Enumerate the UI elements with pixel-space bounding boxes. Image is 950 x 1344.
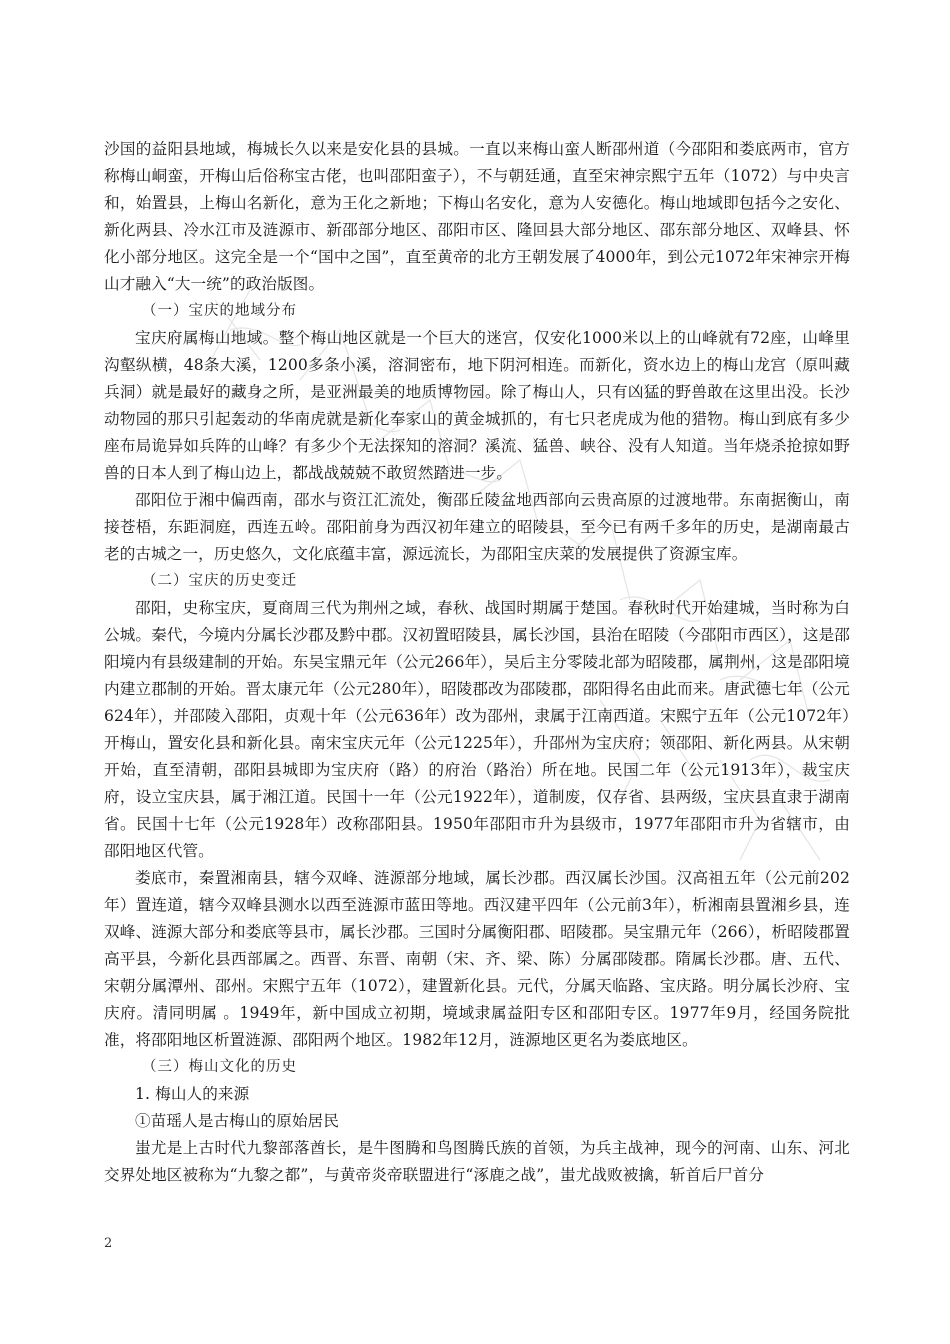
paragraph-intro: 沙国的益阳县地域，梅城长久以来是安化县的县城。一直以来梅山蛮人断邵州道（今邵阳和娄底两市，官方称梅山峒蛮，开梅山后俗称宝古佬，也叫邵阳蛮子），不与朝廷通，直至宋神宗熙宁五年（1072）与中央言和，始置县，上梅山名新化，意为王化之新地；下梅山名安化，意为人安德化。梅山地域即包括今之安化、新化两县、冷水江市及涟源市、新邵部分地区、邵阳市区、隆回县大部分地区、邵东部分地区、双峰县、怀化小部分地区。这完全是一个“国中之国”，直至黄帝的北方王朝发展了4000年，到公元1072年宋神宗开梅山才融入“大一统”的政治版图。	[104, 140, 850, 293]
paragraph-2: 邵阳位于湘中偏西南，邵水与资江汇流处，衡邵丘陵盆地西部向云贵高原的过渡地带。东南据衡山，南接苍梧，东距洞庭，西连五岭。邵阳前身为西汉初年建立的昭陵县，至今已有两千多年的历史，是湖南最古老的古城之一，历史悠久，文化底蕴丰富，源远流长，为邵阳宝庆菜的发展提供了资源宝库。	[104, 491, 850, 563]
paragraph-5: 蚩尤是上古时代九黎部落酋长，是牛图腾和鸟图腾氏族的首领，为兵主战神，现今的河南、山东、河北交界处地区被称为“九黎之都”，与黄帝炎帝联盟进行“涿鹿之战”，蚩尤战败被擒，斩首后尸首分	[104, 1139, 850, 1184]
paragraph-3: 邵阳，史称宝庆，夏商周三代为荆州之域，春秋、战国时期属于楚国。春秋时代开始建城，当时称为白公城。秦代，今境内分属长沙郡及黔中郡。汉初置昭陵县，属长沙国，县治在昭陵（今邵阳市西区），这是邵阳境内有县级建制的开始。东吴宝鼎元年（公元266年），吴后主分零陵北部为昭陵郡，属荆州，这是邵阳境内建立郡制的开始。晋太康元年（公元280年），昭陵郡改为邵陵郡，邵阳得名由此而来。唐武德七年（公元624年），并邵陵入邵阳，贞观十年（公元636年）改为邵州，隶属于江南西道。宋熙宁五年（公元1072年）开梅山，置安化县和新化县。南宋宝庆元年（公元1225年），升邵州为宝庆府；领邵阳、新化两县。从宋朝开始，直至清朝，邵阳县城即为宝庆府（路）的府治（路治）所在地。民国二年（公元1913年），裁宝庆府，设立宝庆县，属于湘江道。民国十一年（公元1922年），道制废，仅存省、县两级，宝庆县直隶于湖南省。民国十七年（公元1928年）改称邵阳县。1950年邵阳市升为县级市，1977年邵阳市升为省辖市，由邵阳地区代管。	[104, 599, 850, 860]
section-heading-2: （二）宝庆的历史变迁	[142, 573, 297, 589]
list-item-1: 1. 梅山人的来源	[135, 1085, 250, 1103]
section-heading-3: （三）梅山文化的历史	[142, 1059, 297, 1075]
body-text	[104, 136, 850, 1189]
section-heading-1: （一）宝庆的地域分布	[142, 303, 297, 319]
paragraph-4: 娄底市，秦置湘南县，辖今双峰、涟源部分地域，属长沙郡。西汉属长沙国。汉高祖五年（公元前202年）置连道，辖今双峰县测水以西至涟源市蓝田等地。西汉建平四年（公元前3年），析湘南县置湘乡县，连双峰、涟源大部分和娄底等县市，属长沙郡。三国时分属衡阳郡、昭陵郡。吴宝鼎元年（266），析昭陵郡置高平县，今新化县西部属之。西晋、东晋、南朝（宋、齐、梁、陈）分属邵陵郡。隋属长沙郡。唐、五代、宋朝分属潭州、邵州。宋熙宁五年（1072），建置新化县。元代，分属天临路、宝庆路。明分属长沙府、宝庆府。清同明属 。1949年，新中国成立初期，境域隶属益阳专区和邵阳专区。1977年9月，经国务院批准，将邵阳地区析置涟源、邵阳两个地区。1982年12月，涟源地区更名为娄底地区。	[104, 869, 850, 1049]
page-number: 2	[104, 1236, 113, 1251]
list-item-1a: ①苗瑶人是古梅山的原始居民	[135, 1112, 340, 1130]
paragraph-1: 宝庆府属梅山地域。整个梅山地区就是一个巨大的迷宫，仅安化1000米以上的山峰就有72座，山峰里沟壑纵横，48条大溪，1200多条小溪，溶洞密布，地下阴河相连。而新化，资水边上的梅山龙宫（原叫藏兵洞）就是最好的藏身之所，是亚洲最美的地质博物园。除了梅山人，只有凶猛的野兽敢在这里出没。长沙动物园的那只引起轰动的华南虎就是新化奉家山的黄金城抓的，有七只老虎成为他的猎物。梅山到底有多少座布局诡异如兵阵的山峰？有多少个无法探知的溶洞？溪流、猛兽、峡谷、没有人知道。当年烧杀抢掠如野兽的日本人到了梅山边上，都战战兢兢不敢贸然踏进一步。	[104, 329, 850, 482]
